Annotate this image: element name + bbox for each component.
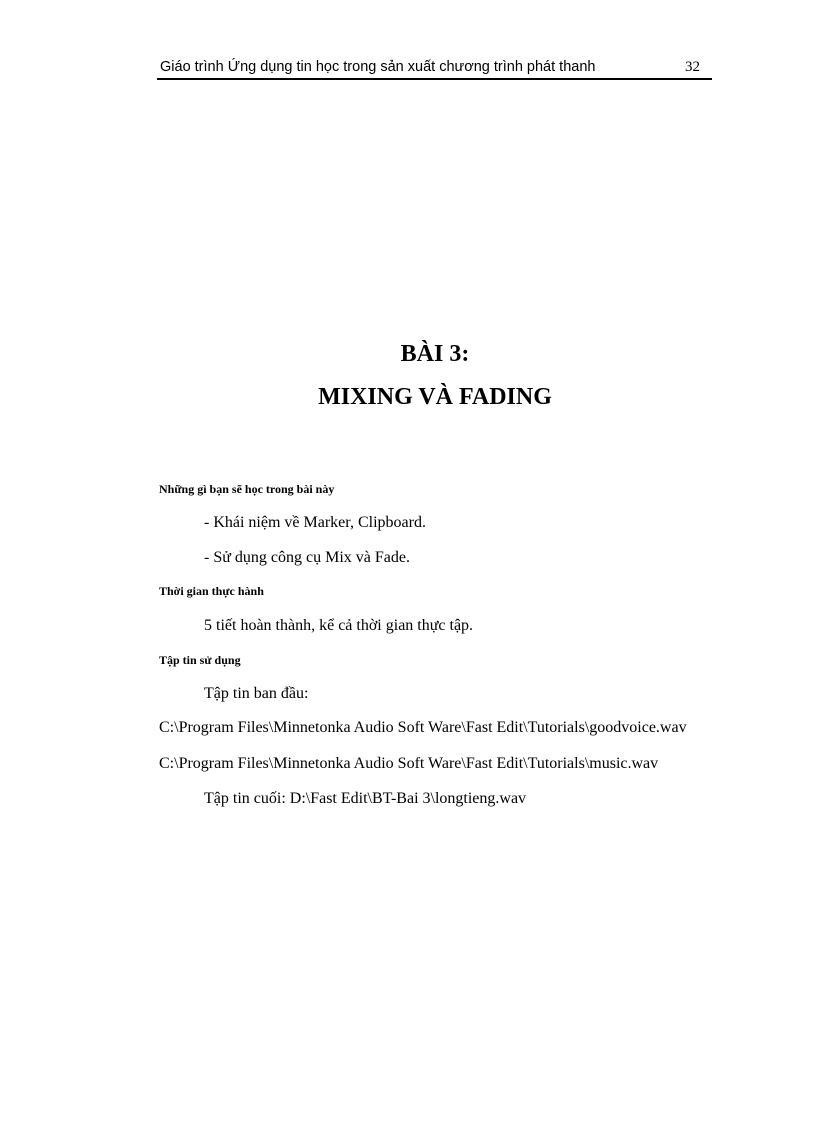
running-header-title: Giáo trình Ứng dụng tin học trong sản xuất chương trình phát thanh (160, 59, 596, 75)
page-number: 32 (685, 59, 700, 75)
lesson-title: MIXING VÀ FADING (318, 384, 552, 410)
section-heading-practice-time: Thời gian thực hành (159, 584, 264, 598)
learning-goal-item: - Sử dụng công cụ Mix và Fade. (204, 549, 410, 566)
file-path-goodvoice: C:\Program Files\Minnetonka Audio Soft Ware\Fast Edit\Tutorials\goodvoice.wav (159, 719, 687, 736)
learning-goal-item: - Khái niệm về Marker, Clipboard. (204, 514, 426, 531)
section-heading-learning-goals: Những gì bạn sẽ học trong bài này (159, 482, 335, 496)
lesson-number: BÀI 3: (400, 341, 470, 367)
final-file-text: Tập tin cuối: D:\Fast Edit\BT-Bai 3\longtieng.wav (204, 790, 527, 807)
practice-time-text: 5 tiết hoàn thành, kể cả thời gian thực tập. (204, 617, 474, 634)
section-heading-files-used: Tập tin sử dụng (159, 653, 241, 667)
running-header (157, 58, 712, 80)
file-path-music: C:\Program Files\Minnetonka Audio Soft Ware\Fast Edit\Tutorials\music.wav (159, 755, 659, 772)
initial-files-label: Tập tin ban đầu: (204, 685, 309, 702)
